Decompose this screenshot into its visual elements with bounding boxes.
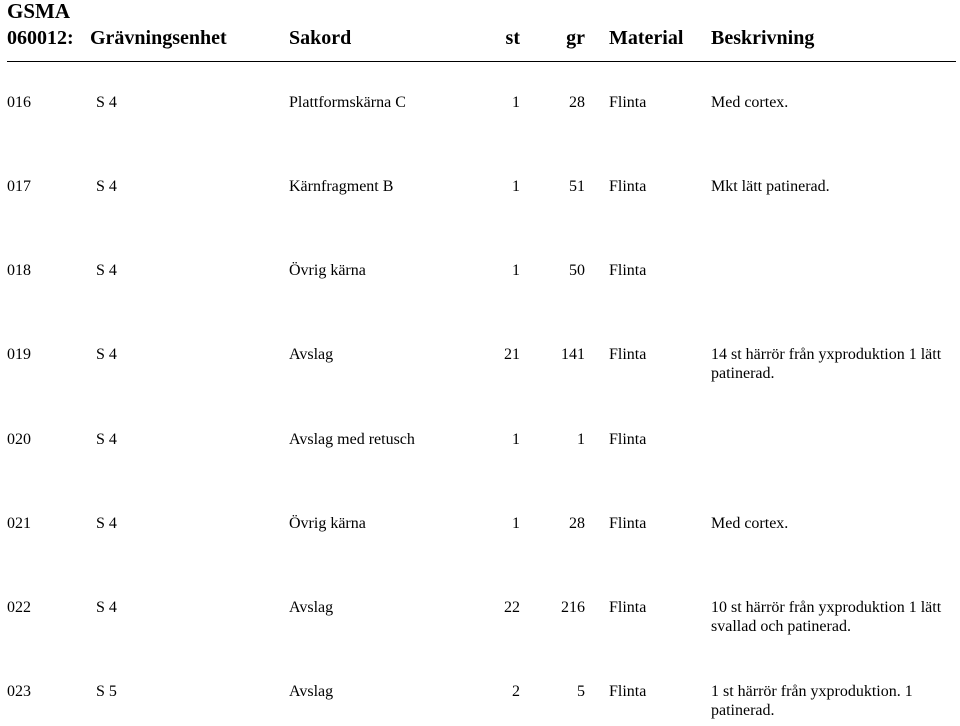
table-row	[0, 682, 960, 726]
cell-gr: 5	[577, 683, 585, 700]
cell-gr: 28	[569, 94, 585, 111]
cell-unit: S 4	[96, 515, 117, 532]
cell-sakord: Avslag	[289, 599, 334, 616]
header-unit: Grävningsenhet	[90, 27, 227, 49]
cell-beskrivning: 1 st härrör från yxproduktion. 1 patinerad.	[711, 683, 913, 719]
cell-st: 1	[512, 94, 520, 111]
cell-unit: S 4	[96, 262, 117, 279]
cell-beskrivning: 14 st härrör från yxproduktion 1 lätt patinerad.	[711, 346, 942, 382]
cell-material: Flinta	[609, 431, 647, 448]
cell-material: Flinta	[609, 178, 647, 195]
cell-sakord: Kärnfragment B	[289, 178, 394, 195]
cell-gr: 28	[569, 515, 585, 532]
table-row	[0, 598, 960, 642]
header-st: st	[505, 27, 520, 49]
table-row	[0, 514, 960, 558]
cell-id: 022	[7, 599, 31, 616]
cell-material: Flinta	[609, 262, 647, 279]
cell-sakord: Avslag	[289, 683, 334, 700]
cell-st: 22	[504, 599, 520, 616]
cell-material: Flinta	[609, 683, 647, 700]
cell-st: 2	[512, 683, 520, 700]
cell-id: 023	[7, 683, 31, 700]
cell-id: 018	[7, 262, 31, 279]
cell-sakord: Avslag med retusch	[289, 431, 415, 448]
table-row	[0, 93, 960, 137]
cell-st: 1	[512, 431, 520, 448]
cell-unit: S 4	[96, 346, 117, 363]
cell-gr: 50	[569, 262, 585, 279]
cell-material: Flinta	[609, 94, 647, 111]
header-gr: gr	[566, 27, 585, 49]
cell-unit: S 4	[96, 599, 117, 616]
table-row	[0, 430, 960, 474]
cell-st: 1	[512, 262, 520, 279]
cell-id: 020	[7, 431, 31, 448]
cell-id: 021	[7, 515, 31, 532]
header-sakord: Sakord	[289, 27, 352, 49]
cell-unit: S 4	[96, 94, 117, 111]
cell-beskrivning: Med cortex.	[711, 94, 789, 111]
cell-st: 1	[512, 178, 520, 195]
cell-unit: S 4	[96, 431, 117, 448]
cell-gr: 216	[561, 599, 585, 616]
cell-unit: S 4	[96, 178, 117, 195]
table-row	[0, 261, 960, 305]
cell-sakord: Övrig kärna	[289, 262, 366, 279]
table-row	[0, 345, 960, 389]
cell-sakord: Plattformskärna C	[289, 94, 406, 111]
header-beskrivning: Beskrivning	[711, 27, 815, 49]
cell-material: Flinta	[609, 515, 647, 532]
header-id: 060012:	[7, 27, 74, 49]
cell-material: Flinta	[609, 599, 647, 616]
cell-material: Flinta	[609, 346, 647, 363]
cell-id: 017	[7, 178, 31, 195]
header-material: Material	[609, 27, 684, 49]
cell-st: 21	[504, 346, 520, 363]
cell-id: 019	[7, 346, 31, 363]
cell-sakord: Avslag	[289, 346, 334, 363]
cell-gr: 51	[569, 178, 585, 195]
cell-id: 016	[7, 94, 31, 111]
cell-gr: 141	[561, 346, 585, 363]
cell-beskrivning: 10 st härrör från yxproduktion 1 lätt svallad och patinerad.	[711, 599, 942, 635]
cell-beskrivning: Med cortex.	[711, 515, 789, 532]
table-row	[0, 177, 960, 221]
cell-beskrivning: Mkt lätt patinerad.	[711, 178, 830, 195]
cell-st: 1	[512, 515, 520, 532]
document-title: GSMA	[7, 0, 70, 23]
cell-sakord: Övrig kärna	[289, 515, 366, 532]
cell-unit: S 5	[96, 683, 117, 700]
cell-gr: 1	[577, 431, 585, 448]
